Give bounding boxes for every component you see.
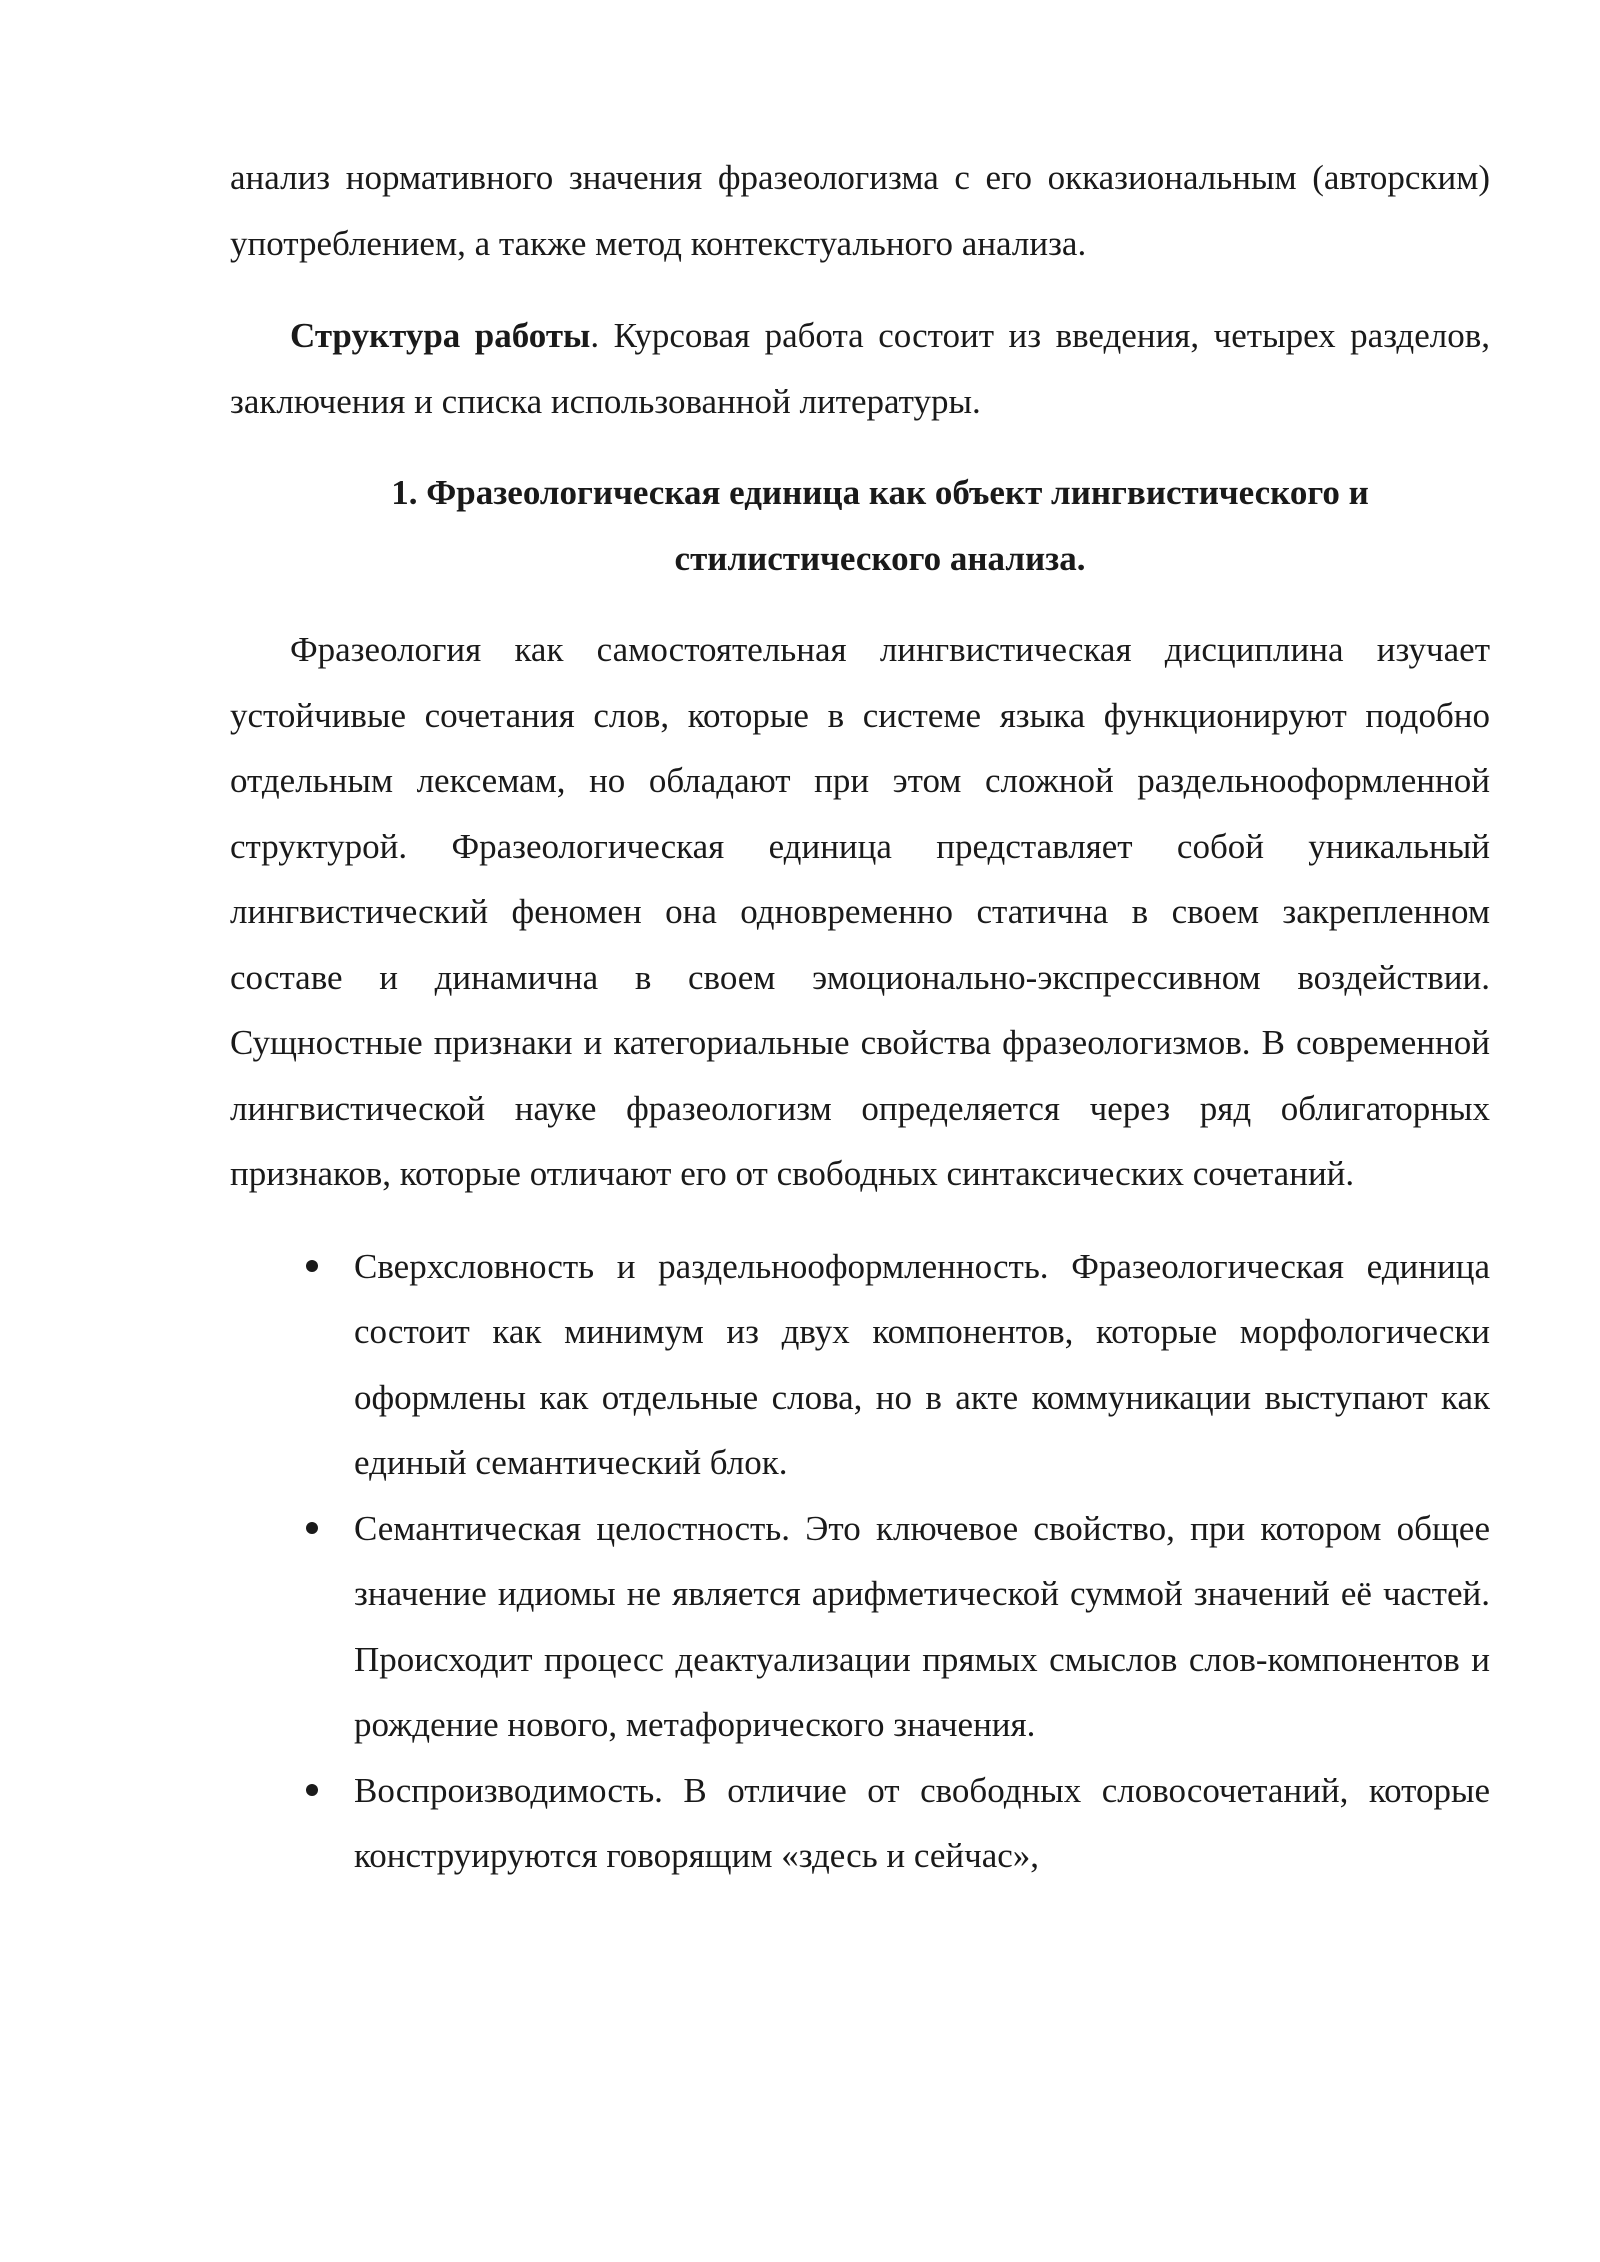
bullet-icon	[306, 1522, 318, 1534]
section-heading: 1. Фразеологическая единица как объект лингвистического и стилистического анализа.	[391, 473, 1369, 578]
document-page	[230, 145, 1490, 1889]
list-item	[230, 1496, 1490, 1758]
bullet-icon	[306, 1784, 318, 1796]
paragraph-methods-continuation: анализ нормативного значения фразеологизма с его окказиональным (авторским) употреблением, а также метод контекстуального анализа.	[230, 158, 1490, 263]
properties-list	[230, 1234, 1490, 1889]
list-item-text: Сверхсловность и раздельнооформленность. Фразеологическая единица состоит как минимум из двух компонентов, которые морфологически оформлены как отдельные слова, но в акте коммуникации выступают как единый семантический блок.	[354, 1246, 1490, 1482]
bullet-icon	[306, 1260, 318, 1272]
structure-text: . Курсовая работа состоит из введения, четырех разделов, заключения и списка использованной литературы.	[230, 316, 1490, 421]
list-item	[230, 1758, 1490, 1889]
structure-label: Структура работы	[290, 316, 591, 355]
paragraph-structure	[230, 303, 1490, 434]
list-item-text: Воспроизводимость. В отличие от свободных словосочетаний, которые конструируются говорящим «здесь и сейчас»,	[354, 1770, 1490, 1875]
paragraph-phraseology-intro: Фразеология как самостоятельная лингвистическая дисциплина изучает устойчивые сочетания слов, которые в системе языка функционируют подобно отдельным лексемам, но обладают при этом сложной раздельнооформленной структурой. Фразеологическая единица представляет собой уникальный лингвистический феномен она одновременно статична в своем закрепленном составе и динамична в своем эмоционально-экспрессивном воздействии. Сущностные признаки и категориальные свойства фразеологизмов. В современной лингвистической науке фразеологизм определяется через ряд облигаторных признаков, которые отличают его от свободных синтаксических сочетаний.	[230, 630, 1490, 1193]
list-item	[230, 1234, 1490, 1496]
list-item-text: Семантическая целостность. Это ключевое свойство, при котором общее значение идиомы не является арифметической суммой значений её частей. Происходит процесс деактуализации прямых смыслов слов-компонентов и рождение нового, метафорического значения.	[354, 1508, 1490, 1744]
